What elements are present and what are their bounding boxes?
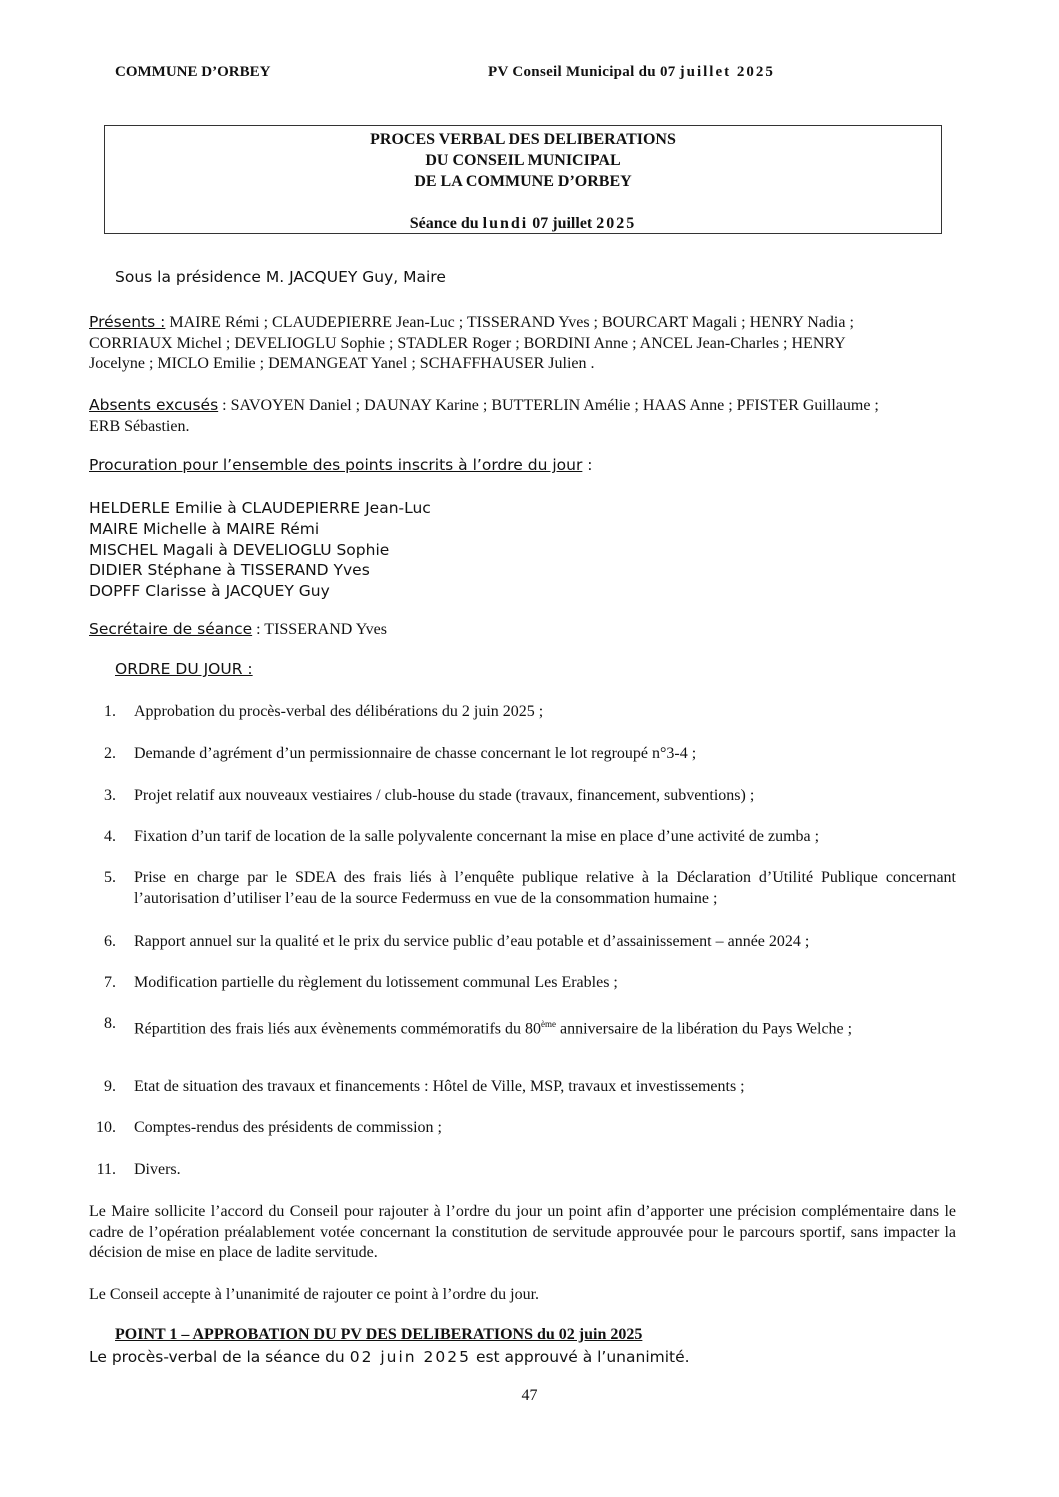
absents-block — [89, 395, 969, 437]
paragraph-accepte: Le Conseil accepte à l’unanimité de rajouter ce point à l’ordre du jour. — [89, 1286, 540, 1303]
seance-day: lundi — [482, 215, 529, 232]
procuration-item: DOPFF Clarisse à JACQUEY Guy — [89, 582, 330, 601]
point1-text-prefix: Le procès-verbal de la séance du — [89, 1348, 345, 1366]
procuration-label: Procuration pour l’ensemble des points inscrits à l’ordre du jour — [89, 456, 583, 474]
presents-line-3: Jocelyne ; MICLO Emilie ; DEMANGEAT Yanel ; SCHAFFHAUSER Julien . — [89, 355, 595, 372]
title-line-2: DU CONSEIL MUNICIPAL — [425, 152, 621, 169]
presents-text-1: MAIRE Rémi ; CLAUDEPIERRE Jean-Luc ; TISSERAND Yves ; BOURCART Magali ; HENRY Nadia ; — [165, 314, 854, 331]
presents-label: Présents : — [89, 313, 166, 331]
ordre-du-jour-heading: ORDRE DU JOUR : — [115, 660, 253, 678]
procuration-item: HELDERLE Emilie à CLAUDEPIERRE Jean-Luc — [89, 499, 431, 517]
agenda-num: 6. — [104, 933, 116, 950]
agenda-text — [134, 1014, 956, 1040]
title-box — [104, 125, 942, 234]
agenda-text: Comptes-rendus des présidents de commission ; — [134, 1119, 442, 1136]
title-line-1: PROCES VERBAL DES DELIBERATIONS — [370, 131, 676, 148]
title-seance — [105, 213, 941, 234]
agenda-text: Divers. — [134, 1161, 181, 1178]
presents-block — [89, 312, 969, 375]
agenda-num: 3. — [104, 787, 116, 804]
agenda-text: Modification partielle du règlement du lotissement communal Les Erables ; — [134, 974, 618, 991]
header-pv-prefix: PV Conseil Municipal du 07 — [488, 64, 676, 80]
procuration-heading — [89, 456, 593, 475]
absents-line-2: ERB Sébastien. — [89, 417, 190, 435]
agenda-text: Projet relatif aux nouveaux vestiaires / club-house du stade (travaux, financement, subventions) ; — [134, 787, 755, 804]
agenda-text: Etat de situation des travaux et financements : Hôtel de Ville, MSP, travaux et investissements ; — [134, 1078, 745, 1095]
header-pv-title — [488, 64, 775, 81]
presidence-line: Sous la présidence M. JACQUEY Guy, Maire — [115, 268, 446, 286]
presents-line-1 — [89, 312, 969, 334]
procuration-item: DIDIER Stéphane à TISSERAND Yves — [89, 561, 370, 580]
absents-line-1 — [89, 395, 969, 417]
point1-text — [89, 1348, 690, 1366]
secretaire-label: Secrétaire de séance — [89, 620, 253, 638]
absents-text-1: : SAVOYEN Daniel ; DAUNAY Karine ; BUTTERLIN Amélie ; HAAS Anne ; PFISTER Guillaume ; — [218, 397, 879, 414]
agenda-text-part: anniversaire de la libération du Pays Welche ; — [556, 1020, 853, 1038]
secretaire-line — [89, 620, 387, 641]
absents-label: Absents excusés — [89, 396, 219, 414]
procuration-list — [89, 498, 431, 602]
presents-line-2: CORRIAUX Michel ; DEVELIOGLU Sophie ; STADLER Roger ; BORDINI Anne ; ANCEL Jean-Charles ; HENRY — [89, 334, 846, 352]
paragraph-maire: Le Maire sollicite l’accord du Conseil pour rajouter à l’ordre du jour un point afin d’apporter une précision complémentaire dans le cadre de l’opération préalablement votée concernant la constitution de servitude approuvée pour le parcours sportif, sans impacter la décision de mise en place de ladite servitude. — [89, 1203, 956, 1261]
agenda-num: 9. — [104, 1078, 116, 1095]
point1-text-suffix: est approuvé à l’unanimité. — [475, 1348, 690, 1366]
agenda-text: Demande d’agrément d’un permissionnaire de chasse concernant le lot regroupé n°3-4 ; — [134, 745, 697, 762]
agenda-num: 7. — [104, 974, 116, 991]
agenda-text: Approbation du procès-verbal des délibérations du 2 juin 2025 ; — [134, 703, 544, 720]
agenda-num: 4. — [104, 828, 116, 845]
header-commune: COMMUNE D’ORBEY — [115, 64, 271, 80]
agenda-num: 11. — [96, 1161, 116, 1178]
agenda-text: Prise en charge par le SDEA des frais liés à l’enquête publique relative à la Déclaration d’Utilité Publique concernant l’autorisation d’utiliser l’eau de la source Federmuss en vue de la consommation humaine ; — [134, 869, 956, 907]
point1-date: 02 juin 2025 — [349, 1348, 471, 1366]
agenda-num: 10. — [96, 1119, 116, 1136]
agenda-text: Rapport annuel sur la qualité et le prix du service public d’eau potable et d’assainissement – année 2024 ; — [134, 933, 810, 950]
agenda-text: Fixation d’un tarif de location de la salle polyvalente concernant la mise en place d’une activité de zumba ; — [134, 828, 820, 845]
title-line-3: DE LA COMMUNE D’ORBEY — [414, 173, 632, 190]
agenda-superscript: ème — [541, 1019, 556, 1029]
point1-heading: POINT 1 – APPROBATION DU PV DES DELIBERATIONS du 02 juin 2025 — [115, 1326, 643, 1343]
header-pv-month: juillet 2025 — [679, 64, 775, 80]
procuration-item: MAIRE Michelle à MAIRE Rémi — [89, 519, 320, 538]
procuration-suffix: : — [582, 456, 593, 474]
seance-date: 07 juillet — [532, 215, 593, 232]
agenda-num: 8. — [104, 1015, 116, 1032]
agenda-num: 1. — [104, 703, 116, 720]
agenda-text-part: Répartition des frais liés aux évènements commémoratifs du 80 — [134, 1020, 541, 1038]
procuration-item: MISCHEL Magali à DEVELIOGLU Sophie — [89, 540, 390, 559]
agenda-num: 2. — [104, 745, 116, 762]
agenda-num: 5. — [104, 869, 116, 886]
seance-prefix: Séance du — [409, 215, 479, 232]
page-number: 47 — [521, 1387, 538, 1404]
secretaire-value: : TISSERAND Yves — [252, 621, 387, 638]
seance-year: 2025 — [596, 215, 637, 232]
